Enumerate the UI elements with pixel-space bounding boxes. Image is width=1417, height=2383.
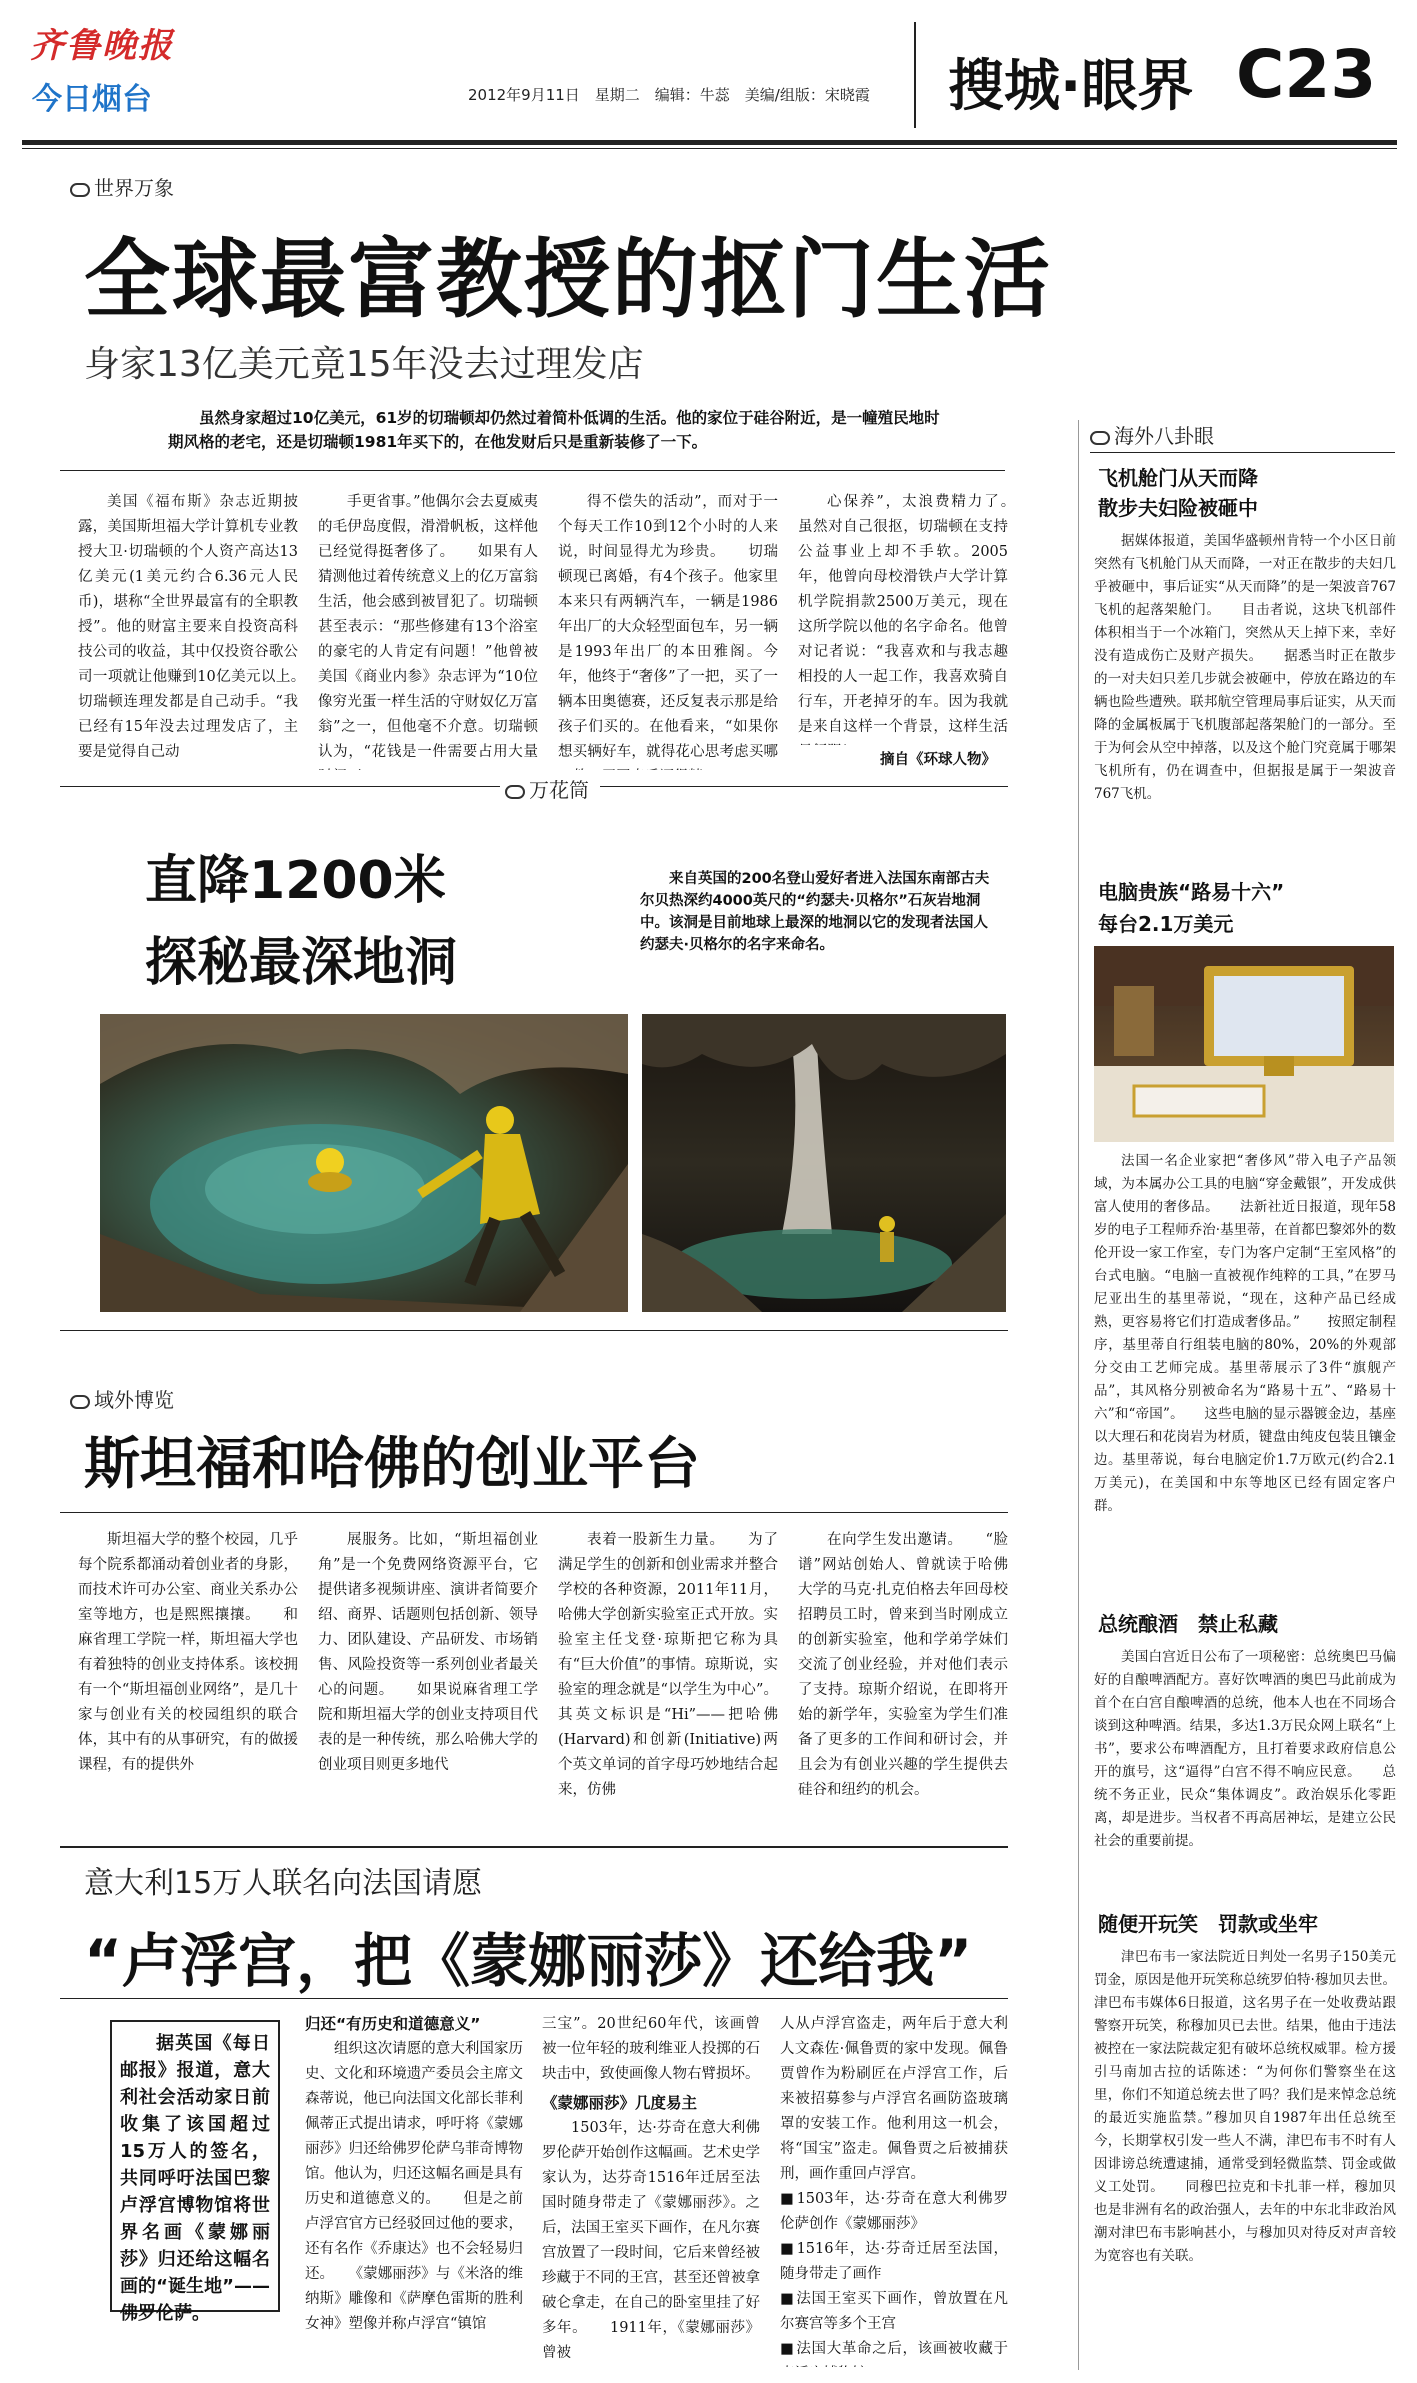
lead-col-3: 得不偿失的活动”，而对于一个每天工作10到12个小时的人来说，时间显得尤为珍贵。 切瑞顿现已离婚，有4个孩子。他家里本来只有两辆汽车，一辆是1986年出厂的大众轻型面包车，另一辆是1993年出厂的本田雅阁。今年，他终于“奢侈”了一把，买了一辆本田奥德赛，还反复表示那是给孩子们买的。在他看来，“如果你想买辆好车，就得花心思考虑买哪 (558, 494, 778, 760)
louvre-col-3: 人从卢浮宫盗走，两年后于意大利人文森佐·佩鲁贾的家中发现。佩鲁贾曾作为粉刷匠在卢浮宫工作，后来被招募参与卢浮宫名画防盗玻璃罩的安装工作。他利用这一机会，将“国宝”盗走。佩鲁贾之后被捕获刑，画作重回卢浮宫。 ■ 1503年，达·芬奇在意大利佛罗伦萨创作《蒙娜丽莎》 ■ 1516年，达·芬奇迁居至法国，随身带走了画作 ■ 法国王室买下画作，曾放置在凡尔赛宫等多个王宫 ■ 法国大革命之后，该画被收藏于 (780, 2012, 1008, 2367)
paper-logo: 齐鲁晚报 (30, 26, 174, 66)
gossip-story-1: 据媒体报道，美国华盛顿州肯特一个小区日前突然有飞机舱门从天而降，一对正在散步的夫妇几乎被砸中，事后证实“从天而降”的是一架波音767飞机的起落架舱门。 目击者说，这块飞机部件体积相当于一个冰箱门，突然从天上掉下来，幸好没有造成伤亡及财产损失。 据悉当时正在散步的一对夫妇只差几步就会被砸中，停放在路边的车辆也险些遭殃。联邦航空管理局事后证实，从天而降的金属板属于飞机腹部起落架舱门的一部分。至于为何会从空中掉落，以及这个舱门究竟属于哪架飞机所有，仍在调查中，但据报是属于一架波音767飞机。 (1094, 533, 1396, 802)
louvre-lead-box: 据英国《每日邮报》报道，意大利社会活动家日前收集了该国超过15万人的签名，共同呼吁法国巴黎卢浮宫博物馆将世界名画《蒙娜丽莎》归还给这幅名画的“诞生地”——佛罗伦萨。 (110, 2020, 280, 2312)
gossip-h1-line1: 飞机舱门从天而降 (1098, 466, 1258, 490)
date-line: 2012年9月11日 星期二 编辑：牛蕊 美编/组版：宋晓霞 (468, 86, 870, 104)
lead-tag: 世界万象 (70, 172, 174, 201)
cave-headline-2: 探秘最深地洞 (145, 933, 458, 993)
timeline-item: ■ 法国王室买下画作，曾放置在凡尔赛宫等多个王宫 (780, 2287, 1008, 2337)
startup-col-1: 斯坦福大学的整个校园，几乎每个院系都涌动着创业者的身影，而技术许可办公室、商业关系办公室等地方，也是熙熙攘攘。 和麻省理工学院一样，斯坦福大学也有着独特的创业支持体系。该校拥有一个“斯坦福创业网络”，是几十家与创业有关的校园组织的联合体，其中有的从事研究，有的做援课程，有的提供外 (78, 1532, 298, 1773)
lead-col-4: 心保养”，太浪费精力了。 虽然对自己很抠，切瑞顿在支持公益事业上却不手软。2005年，他曾向母校滑铁卢大学计算机学院捐款2500万美元，现在这所学院以他的名字命名。他曾对记者说：“我喜欢和与我志趣相投的人一起工作，我喜欢骑自行车，开老掉牙的车。因为我就是来自这样一个背景，这样生活 (798, 494, 1008, 735)
timeline-item: ■ 1516年，达·芬奇迁居至法国，随身带走了画作 (780, 2237, 1008, 2287)
startup-tag: 域外博览 (70, 1384, 174, 1413)
cave-photo-waterfall (642, 1014, 1006, 1312)
lead-col-2: 手更省事。”他偶尔会去夏威夷的毛伊岛度假，滑滑帆板，这样他已经觉得挺奢侈了。 如果有人猜测他过着传统意义上的亿万富翁生活，他会感到被冒犯了。切瑞顿甚至表示：“那些修建有13个浴室的豪宅的人肯定有问题！”他曾被美国《商业内参》杂志评为“10位像穷光蛋一样生活的守财奴亿万富翁”之一，但他毫不介意。切瑞顿认为，“花钱是一件需要占用大量 (318, 494, 538, 760)
timeline-item: ■ 1503年，达·芬奇在意大利佛罗伦萨创作《蒙娜丽莎》 (780, 2187, 1008, 2237)
timeline-item: ■ 法国大革命之后，该画被收藏于 (780, 2337, 1008, 2367)
cave-headline-1: 直降1200米 (145, 851, 446, 911)
startup-col-3: 表着一股新生力量。 为了满足学生的创新和创业需求并整合学校的各种资源，2011年11月，哈佛大学创新实验室正式开放。实验室主任戈登·琼斯把它称为具有“巨大价值”的事情。琼斯说，实验室的理念就是“以学生为中心”。其英文标识是“Hi”——把哈佛(Harvard)和创新(Initiative)两个英文单词的首字母巧妙地结合起来，仿佛 (558, 1532, 778, 1798)
lead-col-1: 美国《福布斯》杂志近期披露，美国斯坦福大学计算机专业教授大卫·切瑞顿的个人资产高达13亿美元(1美元约合6.36元人民币)，堪称“全世界最富有的全职教授”。他的财富主要来自投资高科技公司的收益，其中仅投资谷歌公司一项就让他赚到10亿美元以上。 切瑞顿连理发都是自己动手。“我已经有15年没去过理发店了，主要是觉得自己动 (78, 494, 298, 760)
cave-photo-main (100, 1014, 628, 1312)
section-title: 搜城·眼界 (948, 54, 1194, 119)
cave-tag: 万花筒 (505, 774, 589, 803)
louvre-col-2: 三宝”。20世纪60年代，该画曾被一位年轻的玻利维亚人投掷的石块击中，致使画像人物右臂损坏。 《蒙娜丽莎》几度易主 1503年，达·芬奇在意大利佛罗伦萨开始创作这幅画。艺术史学家认为，达芬奇1516年迁居至法国时随身带走了《蒙娜丽莎》。之后，法国王室买下画作，在凡尔赛宫放置了一段时间，它后来曾经被珍藏于不同的王宫，甚至还曾被拿破仑拿走，在自己的卧室里挂了好多年。 1911年，《蒙娜丽莎》曾被 (542, 2016, 760, 2361)
louvre-headline: “卢浮宫，把《蒙娜丽莎》还给我” (84, 1927, 973, 1995)
gossip-h2-line1: 电脑贵族“路易十六” (1098, 880, 1285, 904)
gossip-story-2: 法国一名企业家把“奢侈风”带入电子产品领域，为本属办公工具的电脑“穿金戴银”，开发成供富人使用的奢侈品。 法新社近日报道，现年58岁的电子工程师乔治·基里蒂，在首都巴黎郊外的数伦开设一家工作室，专门为客户定制“王室风格”的台式电脑。“电脑一直被视作纯粹的工具，”在罗马尼亚出生的基里蒂说，“现在，这种产品已经成熟，更容易将它们打造成奢侈品。” 按照定制程序，基里蒂自行组装电脑的80%，20%的外观部分交由工艺师完成。基里蒂展示了3件“旗舰产品”，其风格分别被命名为“路易十五”、“路易十六”和“帝国”。 这些电脑的显示器镀金边，基座以大理石和花岗岩为材质，键盘由纯皮包装且镶金边。基里蒂说，每台电脑定价1.7万欧元(约合2.1万美元)，在美国和中东等地区已经有固定客户群。 (1094, 1153, 1396, 1514)
louvre-col-1: 归还“有历史和道德意义” 组织这次请愿的意大利国家历史、文化和环境遗产委员会主席文森蒂说，他已向法国文化部长菲利佩蒂正式提出请求，呼吁将《蒙娜丽莎》归还给佛罗伦萨乌菲奇博物馆。他认为，归还这幅名画是具有历史和道德意义的。 但是之前卢浮宫官方已经驳回过他的要求，还有名作《乔康达》也不会轻易归还。 《蒙娜丽莎》与《米洛的维纳斯》雕像和《萨摩色雷斯的胜利女神》塑像并称卢浮宫“镇馆 (305, 2015, 523, 2332)
edition-label: 今日烟台 (32, 82, 152, 117)
gossip-story-4: 津巴布韦一家法院近日判处一名男子150美元罚金，原因是他开玩笑称总统罗伯特·穆加贝去世。津巴布韦媒体6日报道，这名男子在一处收费站跟警察开玩笑，称穆加贝已去世。结果，他由于违法被控在一家法院裁定犯有破坏总统权威罪。检方援引马南加古拉的话陈述：“为何你们警察坐在这里，你们不知道总统去世了吗？我们是来悼念总统的最近实施监禁。”穆加贝自1987年出任总统至今，长期掌权引发一些人不满，津巴布韦不时有人因诽谤总统遭逮捕，通常受到轻微监禁、罚金或做义工处罚。 同穆巴拉克和卡扎菲一样，穆加贝也是非洲有名的政治强人，去年的中东北非政治风潮对津巴布韦影响甚小，与穆加贝对待反对声音较为宽容也有关联。 (1094, 1949, 1396, 2264)
cave-pool-illustration (100, 1014, 628, 1312)
gossip-h3: 总统酿酒 禁止私藏 (1098, 1612, 1278, 1636)
gossip-story-3: 美国白宫近日公布了一项秘密：总统奥巴马偏好的自酿啤酒配方。喜好饮啤酒的奥巴马此前成为首个在白宫自酿啤酒的总统，他本人也在不同场合谈到这种啤酒。结果，多达1.3万民众网上联名“上书”，要求公布啤酒配方，且打着要求政府信息公开的旗号，这“逼得”白宫不得不响应民意。 总统不务正业，民众“集体调皮”。政治娱乐化零距离，却是进步。当权者不再高居神坛，是建立公民社会的重要前提。 (1094, 1649, 1396, 1849)
lead-source: 摘自《环球人物》 (880, 751, 996, 768)
startup-col-4: 在向学生发出邀请。 “脸谱”网站创始人、曾就读于哈佛大学的马克·扎克伯格去年回母校招聘员工时，曾来到当时刚成立的创新实验室，他和学弟学妹们交流了创业经验，并对他们表示了支持。琼斯介绍说，在即将开始的新学年，实验室为学生们准备了更多的工作间和研讨会，并且会为有创业兴趣的学生提供去硅谷和纽约的机会。 (798, 1532, 1008, 1798)
gossip-h2-line2: 每台2.1万美元 (1098, 912, 1234, 936)
startup-col-2: 展服务。比如，“斯坦福创业角”是一个免费网络资源平台，它提供诸多视频讲座、演讲者简要介绍、商界、话题则包括创新、领导力、团队建设、产品研发、市场销售、风险投资等一系列创业者最关心的问题。 如果说麻省理工学院和斯坦福大学的创业支持项目代表的是一种传统，那么哈佛大学的创业项目则更多地代 (318, 1532, 538, 1773)
gossip-h1-line2: 散步夫妇险被砸中 (1098, 496, 1258, 520)
startup-headline: 斯坦福和哈佛的创业平台 (84, 1432, 700, 1497)
lead-subhead: 身家13亿美元竟15年没去过理发店 (84, 344, 644, 385)
lead-headline: 全球最富教授的抠门生活 (84, 230, 1052, 330)
waterfall-illustration (642, 1014, 1006, 1312)
louvre-kicker: 意大利15万人联名向法国请愿 (84, 1866, 483, 1901)
gossip-tag: 海外八卦眼 (1090, 420, 1214, 449)
page-number: C23 (1236, 36, 1377, 113)
gossip-h4: 随便开玩笑 罚款或坐牢 (1098, 1912, 1318, 1936)
gilded-computer-illustration (1094, 946, 1394, 1142)
computer-photo (1094, 946, 1394, 1142)
cave-caption: 来自英国的200名登山爱好者进入法国东南部古夫尔贝热深约4000英尺的“约瑟夫·贝格尔”石灰岩地洞中。该洞是目前地球上最深的地洞以它的发现者法国人约瑟夫·贝格尔的名字来命名。 (640, 871, 990, 953)
masthead (0, 0, 1417, 150)
lead-summary: 虽然身家超过10亿美元，61岁的切瑞顿却仍然过着简朴低调的生活。他的家位于硅谷附近，是一幢殖民地时期风格的老宅，还是切瑞顿1981年买下的，在他发财后只是重新装修了一下。 (168, 409, 940, 451)
